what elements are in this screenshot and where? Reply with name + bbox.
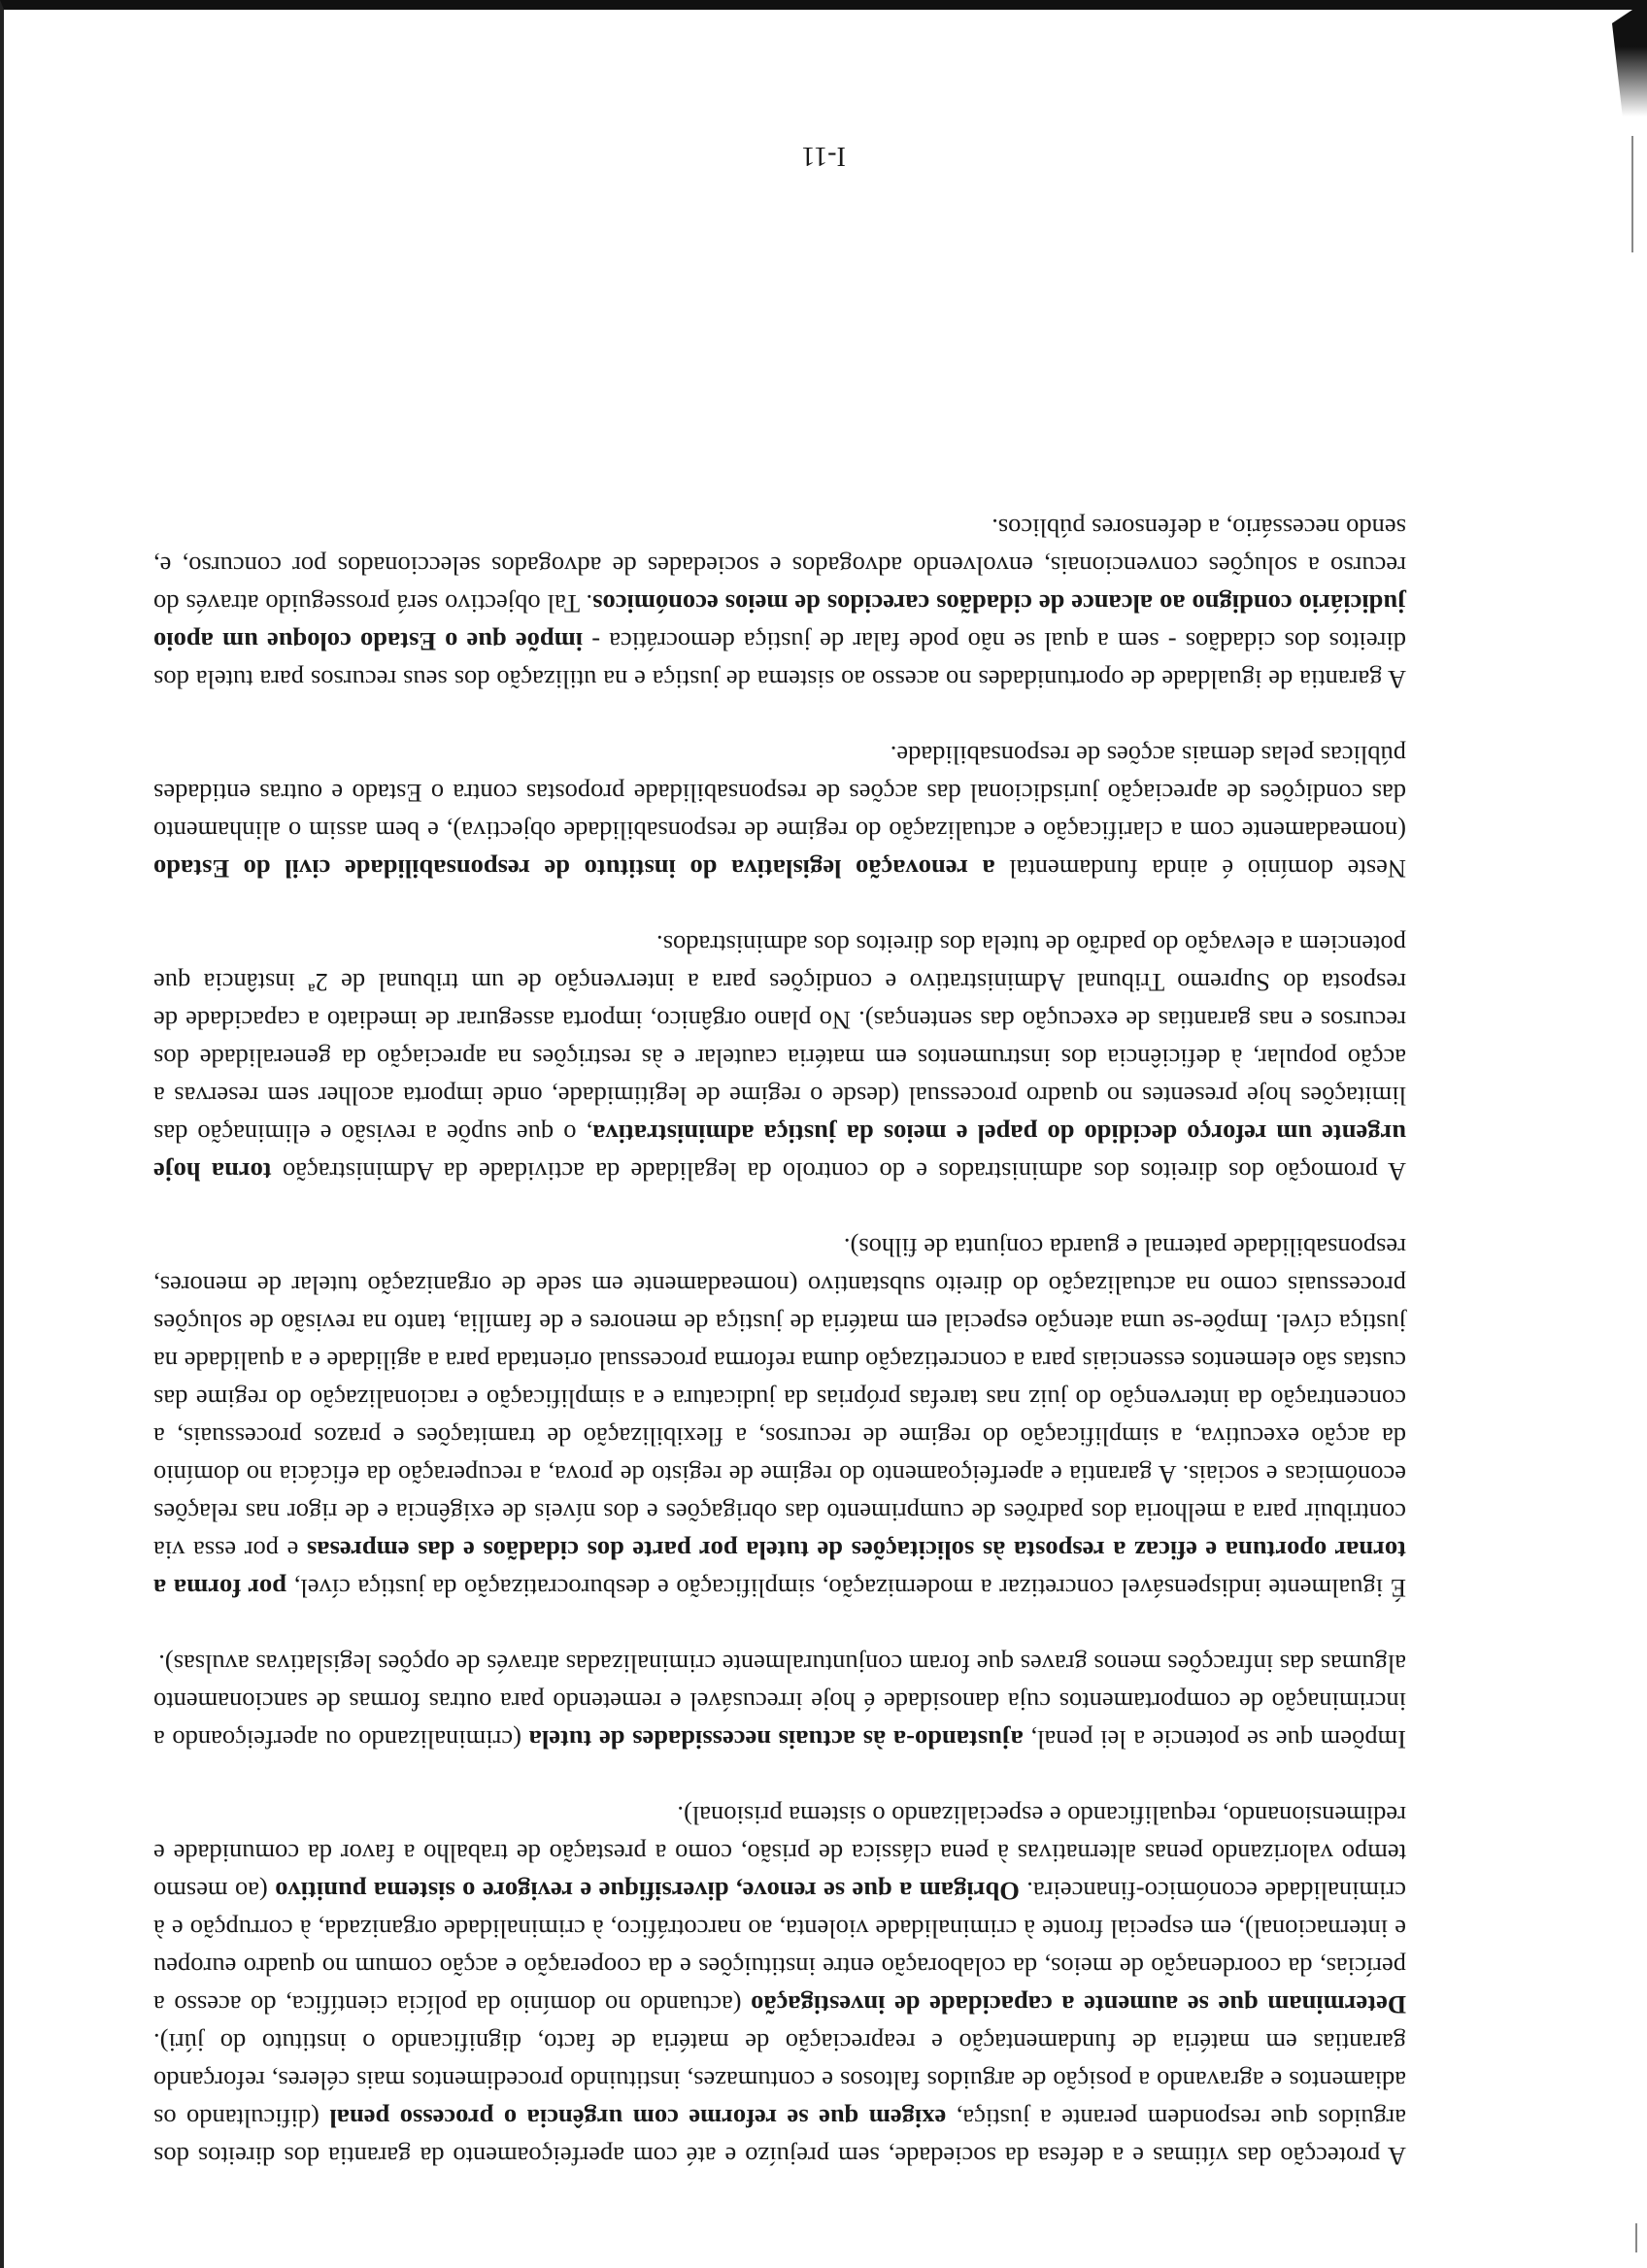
body-text: . Tal objectivo será prosseguido através do recurso a soluções convencionais, envolvendo advogados e sociedades de advogados seleccionados por concurso, e, sendo necessário, a defensores públicos. (153, 514, 1406, 618)
paragraph-civil-justice (153, 1228, 1406, 1607)
body-text: (ao mesmo tempo valorizando penas alternativas à pena clássica de prisão, como a prestação de trabalho a favor da comunidade e redimensionando, requalificando e especializando o sistema prisional). (153, 1801, 1406, 1906)
paragraph-state-liability (153, 736, 1406, 887)
emphasized-text: por forma a tornar oportuna e eficaz a resposta às solicitações de tutela por parte dos cidadãos e das empresas (153, 1536, 1406, 1603)
emphasized-text: a renovação legislativa do instituto de responsabilidade civil do Estado (153, 854, 995, 884)
emphasized-text: Obrigam a que se renove, diversifique e revigore o sistema punitivo (275, 1877, 1020, 1906)
paragraph-criminal-justice (153, 1796, 1406, 2175)
paragraph-administrative-justice (153, 925, 1406, 1190)
body-text: (nomeadamente com a clarificação e actualização do regime de responsabilidade objectiva), e bem assim o alinhamento das condições de apreciação jurisdicional das acções de responsabilidade propostas contra o Estado e outras entidades públicas pelas demais acções de responsabilidade. (153, 741, 1406, 846)
body-text: A promoção dos direitos dos administrados e do controlo da legalidade da actividade da Administração (271, 1157, 1406, 1186)
emphasized-text: ajustando-a às actuais necessidades de tutela (528, 1725, 1024, 1754)
paragraph-legal-aid (153, 509, 1406, 698)
body-text: Neste domínio é ainda fundamental (994, 854, 1406, 884)
emphasized-text: Determinam que se aumente a capacidade de investigação (751, 1990, 1406, 2019)
paragraph-penal-law (153, 1645, 1406, 1758)
body-text: É igualmente indispensável concretizar a modernização, simplificação e desburocratização da justiça cível, (286, 1574, 1406, 1603)
page-number: I-11 (801, 141, 846, 171)
body-text: Impõem que se potencie a lei penal, (1023, 1725, 1406, 1754)
body-text: e por essa via contribuir para a melhoria dos padrões de cumprimento das obrigações e dos níveis de exigência e de rigor nas relações económicas e sociais. A garantia e aperfeiçoamento do regime de registo de prova, a recuperação da eficácia no domínio da acção executiva, a simplificação do regime de recursos, a flexibilização de tramitações e prazos processuais, a concentração da intervenção do juiz nas tarefas próprias da judicatura e a simplificação e racionalização do regime das custas são elementos essenciais para a concretização duma reforma processual orientada para a agilidade e a qualidade na justiça cível. Impõe-se uma atenção especial em matéria de justiça de menores e de família, tanto na revisão de soluções processuais como na actualização do direito substantivo (nomeadamente em sede de organização tutelar de menores, responsabilidade paternal e guarda conjunta de filhos). (153, 1233, 1406, 1565)
emphasized-text: impõe que o Estado coloque um apoio judiciário condigno ao alcance de cidadãos carecidos de meios económicos (153, 589, 1406, 656)
body-text: , o que supõe a revisão e eliminação das limitações hoje presentes no quadro processual (desde o regime de legitimidade, onde importa acolher sem reservas a acção popular, à deficiência dos instrumentos em matéria cautelar e às restrições na apreciação da generalidade dos recursos e nas garantias de execução das sentenças). No plano orgânico, importa assegurar de imediato a capacidade de resposta do Supremo Tribunal Administrativo e condições para a intervenção de um tribunal de 2ª instância que potenciem a elevação do padrão de tutela dos direitos dos administrados. (153, 930, 1406, 1149)
body-text: (criminalizando ou aperfeiçoando a incriminação de comportamentos cuja danosidade é hoje irrecusável e remetendo para outras formas de sancionamento algumas das infracções menos graves que foram conjunturalmente criminalizadas através de opções legislativas avulsas). (152, 1650, 1406, 1754)
document-body (153, 471, 1406, 2175)
body-text: (dificultando os adiamentos e agravando a posição de arguidos faltosos e contumazes, instituindo procedimentos mais céleres, reforçando garantias em matéria de fundamentação e reapreciação de matéria de facto, dignificando o instituto do júri). (153, 2028, 1406, 2133)
emphasized-text: torna hoje urgente um reforço decidido do papel e meios da justiça administrativa (153, 1119, 1406, 1186)
emphasized-text: exigem que se reforme com urgência o processo penal (329, 2104, 947, 2133)
body-text: A protecção das vítimas e a defesa da sociedade, sem prejuízo e até com aperfeiçoamento da garantia dos direitos dos arguidos que respondem perante a justiça, (153, 2104, 1406, 2171)
body-text: (actuando no domínio da polícia científica, do acesso a perícias, da coordenação de meios, da colaboração entre instituições e da cooperação e acção comum no quadro europeu e internacional), em especial fronte à criminalidade violenta, ao narcotráfico, à criminalidade organizada, à corrupção e à criminalidade económico-financeira. (153, 1877, 1406, 2019)
body-text: A garantia de igualdade de oportunidades no acesso ao sistema de justiça e na utilização dos seus recursos para tutela dos direitos dos cidadãos - sem a qual se não pode falar de justiça democrática - (153, 627, 1406, 694)
